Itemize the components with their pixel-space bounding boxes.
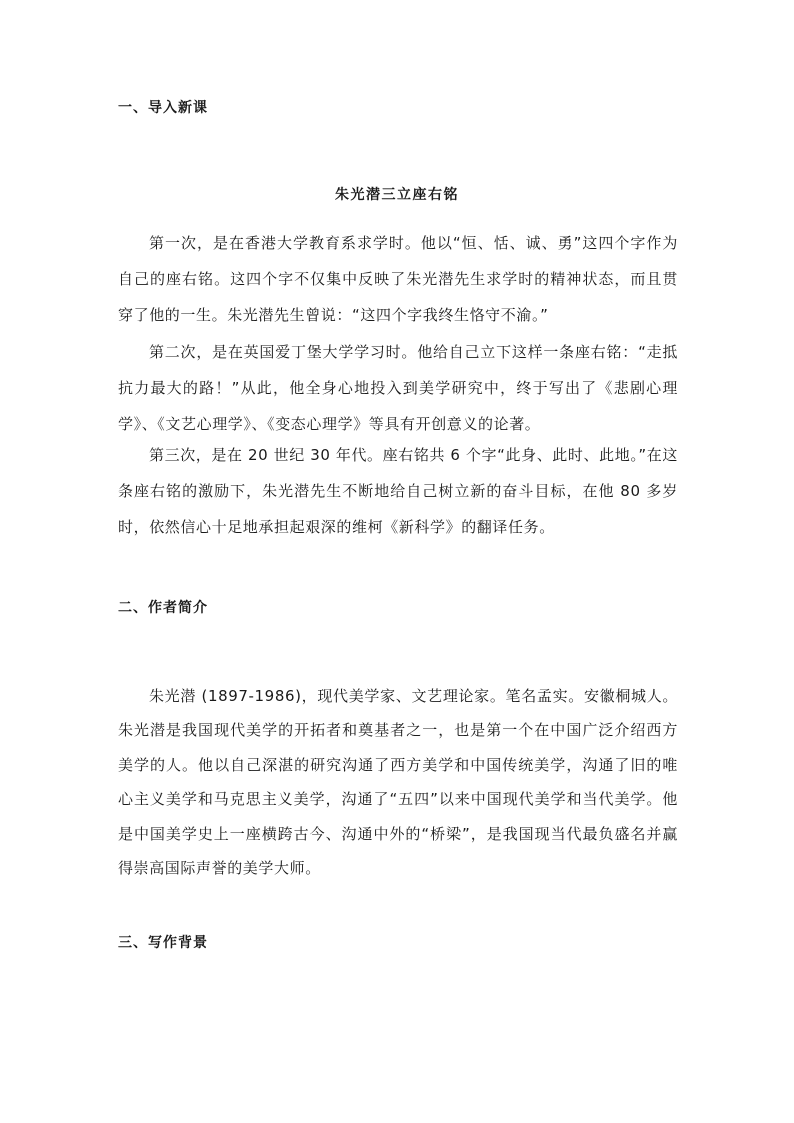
article-title: 朱光潜三立座右铭 xyxy=(335,187,459,203)
section-heading-intro: 一、导入新课 xyxy=(118,100,208,116)
paragraph-first-motto: 第一次，是在香港大学教育系求学时。他以“恒、恬、诚、勇”这四个字作为自己的座右铭。这四个字不仅集中反映了朱光潜先生求学时的精神状态，而且贯穿了他的一生。朱光潜先生曾说：“这四个字我终生恪守不渝。” xyxy=(118,234,678,324)
paragraph-second-motto: 第二次，是在英国爱丁堡大学学习时。他给自己立下这样一条座右铭：“走抵抗力最大的路！”从此，他全身心地投入到美学研究中，终于写出了《悲剧心理学》、《文艺心理学》、《变态心理学》等具有开创意义的论著。 xyxy=(118,343,678,433)
paragraph-author-bio: 朱光潜 (1897-1986)，现代美学家、文艺理论家。笔名孟实。安徽桐城人。朱光潜是我国现代美学的开拓者和奠基者之一，也是第一个在中国广泛介绍西方美学的人。他以自己深湛的研究沟通了西方美学和中国传统美学，沟通了旧的唯心主义美学和马克思主义美学，沟通了“五四”以来中国现代美学和当代美学。他是中国美学史上一座横跨古今、沟通中外的“桥梁”，是我国现当代最负盛名并赢得崇高国际声誉的美学大师。 xyxy=(118,687,678,878)
paragraph-third-motto: 第三次，是在 20 世纪 30 年代。座右铭共 6 个字“此身、此时、此地。”在这条座右铭的激励下，朱光潜先生不断地给自己树立新的奋斗目标，在他 80 多岁时，依然信心十足地承担起艰深的维柯《新科学》的翻译任务。 xyxy=(118,446,678,536)
section-heading-background: 三、写作背景 xyxy=(118,935,208,951)
section-heading-author: 二、作者简介 xyxy=(118,600,208,616)
